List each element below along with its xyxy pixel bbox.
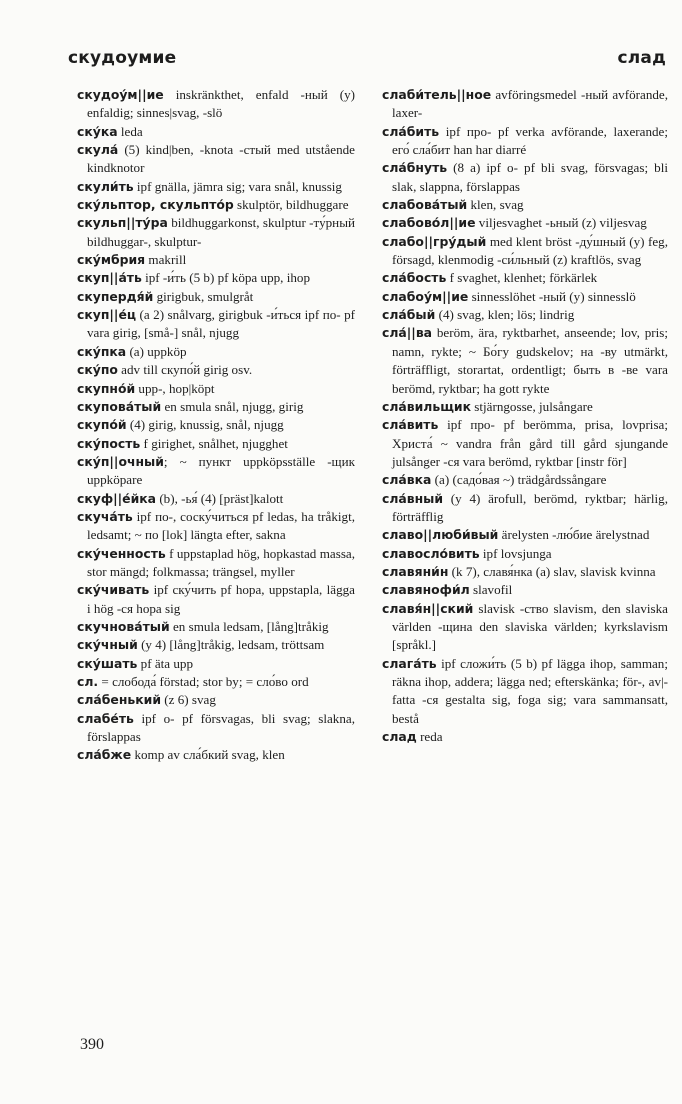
entry-definition: pf äta upp (137, 655, 194, 671)
entry-definition: f girighet, snålhet, njugghet (140, 435, 288, 451)
dictionary-entry (77, 581, 355, 618)
entry-headword: славо||люби́вый (382, 527, 499, 543)
page-number: 390 (80, 1036, 104, 1053)
dictionary-entry (77, 380, 355, 398)
entry-definition: avföringsmedel -ный avförande, laxer- (392, 87, 668, 121)
dictionary-entry (382, 545, 668, 563)
entry-headword: сла́бнуть (382, 160, 448, 176)
entry-definition: (у 4) ärofull, berömd, ryktbar; härlig, förträfflig (392, 490, 668, 524)
entry-headword: сл. (77, 674, 99, 689)
entry-definition: slavofil (469, 582, 513, 598)
entry-headword: славяни́н (382, 563, 449, 579)
entry-headword: сла́бенький (77, 692, 162, 708)
entry-definition: = слобода́ förstad; stor by; = сло́во ord (98, 674, 309, 689)
entry-definition: ipf gnälla, jämra sig; vara snål, knussig (133, 178, 342, 194)
entry-definition: f uppstaplad hög, hopkastad massa, stor mängd; folkmassa; trängsel, myller (87, 545, 355, 579)
entry-headword: сла́вить (382, 417, 439, 433)
entry-definition: ipf lovsjunga (479, 545, 552, 561)
dictionary-entry (382, 728, 668, 746)
right-column (382, 86, 668, 746)
dictionary-entry (382, 655, 668, 728)
entry-headword: сла́вильщик (382, 398, 472, 414)
entry-definition: ipf сложи́ть (5 b) pf lägga ihop, samman; räkna ihop, addera; lägga ned; efterskänka; för-, av|-fatta -ся gestalta sig, foga sig; vara sammansatt, bestå (392, 655, 668, 726)
dictionary-entry (382, 86, 668, 123)
running-head-right: слад (617, 48, 666, 68)
entry-headword: ску́чивать (77, 582, 150, 598)
entry-definition: beröm, ära, ryktbarhet, anseende; lov, pris; namn, rykte; ~ Бо́гу gudskelov; на -ву utmärkt, förträffligt, storartat, ordentligt; быть в -ве vara berömd, ryktbar; ha gott rykte (392, 325, 668, 396)
dictionary-entry (382, 471, 668, 489)
dictionary-entry (382, 269, 668, 287)
dictionary-entry (382, 288, 668, 306)
entry-headword: ску́по (77, 362, 118, 378)
entry-headword: ску́ка (77, 123, 118, 139)
entry-definition: (z 6) svag (161, 692, 216, 708)
entry-headword: сла́бить (382, 123, 440, 139)
entry-definition: ipf по-, соску́читься pf ledas, ha tråkigt, ledsamt; ~ по [lok] längta efter, sakna (87, 508, 355, 543)
entry-headword: скупо́й (77, 417, 127, 433)
entry-headword: слага́ть (382, 655, 437, 671)
entry-definition: (5) kind|ben, -knota -стый med utstående kindknotor (87, 142, 355, 176)
entry-definition: ipf ску́чить pf hopa, uppstapla, lägga i hög -ся hopa sig (87, 582, 355, 616)
dictionary-entry (77, 673, 355, 691)
entry-definition: ; ~ пункт uppköpsställe -щик uppköpare (87, 453, 355, 488)
entry-definition: en smula snål, njugg, girig (161, 398, 304, 414)
entry-headword: ску́шать (77, 655, 138, 671)
entry-definition: reda (416, 729, 443, 745)
entry-definition: ärelysten -лю́бие ärelystnad (498, 527, 650, 543)
entry-headword: слабова́тый (382, 197, 468, 213)
dictionary-entry (77, 86, 355, 123)
dictionary-entry (382, 600, 668, 655)
entry-definition: girigbuk, smulgråt (153, 288, 254, 304)
entry-headword: сла́вка (382, 472, 432, 488)
dictionary-entry (382, 123, 668, 160)
entry-headword: ску́чный (77, 637, 138, 653)
running-head-left: скудоумие (68, 48, 177, 68)
dictionary-entry (77, 361, 355, 379)
entry-headword: скуп||е́ц (77, 307, 137, 323)
entry-definition: klen, svag (467, 197, 524, 213)
dictionary-entry (77, 618, 355, 636)
entry-headword: слад (382, 729, 417, 745)
dictionary-entry (77, 269, 355, 287)
entry-definition: (8 a) ipf о- pf bli svag, försvagas; bli slak, slappna, förslappas (392, 160, 668, 194)
entry-definition: (4) girig, knussig, snål, njugg (126, 417, 284, 433)
dictionary-entry (77, 196, 355, 214)
entry-headword: сла́||ва (382, 325, 433, 341)
dictionary-entry (77, 343, 355, 361)
dictionary-entry (382, 581, 668, 599)
entry-definition: inskränkthet, enfald -ный (у) enfaldig; sinnes|svag, -slö (87, 87, 355, 121)
entry-headword: скуп||а́ть (77, 270, 142, 286)
entry-headword: сла́бый (382, 307, 436, 323)
entry-definition: ipf -и́ть (5 b) pf köpa upp, ihop (141, 270, 310, 286)
entry-headword: славосло́вить (382, 545, 480, 561)
entry-headword: скупно́й (77, 380, 136, 396)
entry-headword: слабово́л||ие (382, 215, 476, 231)
dictionary-entry (382, 526, 668, 544)
dictionary-entry (77, 251, 355, 269)
entry-definition: ipf о- pf försvagas, bli svag; slakna, förslappas (87, 710, 355, 745)
dictionary-entry (77, 306, 355, 343)
entry-headword: скупова́тый (77, 398, 162, 414)
dictionary-entry (77, 453, 355, 490)
entry-headword: скуф||е́йка (77, 490, 157, 506)
entry-headword: скучнова́тый (77, 618, 170, 634)
dictionary-entry (382, 196, 668, 214)
entry-definition: bildhuggarkonst, skulptur -ту́рный bildhuggar-, skulptur- (87, 215, 355, 249)
dictionary-entry (77, 746, 355, 764)
entry-definition: viljesvaghet -ьный (z) viljesvag (475, 215, 647, 231)
entry-headword: ску́пость (77, 435, 141, 451)
dictionary-entry (382, 563, 668, 581)
entry-definition: (4) svag, klen; lös; lindrig (435, 307, 575, 323)
dictionary-entry (382, 233, 668, 270)
entry-definition: (a 2) snålvarg, girigbuk -и́ться ipf по- pf vara girig, [små-] snål, njugg (87, 307, 355, 341)
entry-headword: слабоу́м||ие (382, 288, 469, 304)
entry-headword: слабе́ть (77, 710, 134, 726)
entry-definition: adv till скупо́й girig osv. (117, 362, 253, 378)
entry-headword: слабо||гру́дый (382, 233, 487, 249)
dictionary-entry (382, 490, 668, 527)
entry-definition: upp-, hop|köpt (135, 380, 215, 396)
dictionary-entry (77, 178, 355, 196)
entry-headword: ску́льптор, скульпто́р (77, 197, 234, 213)
left-column (77, 86, 355, 765)
entry-headword: ску́ченность (77, 545, 166, 561)
entry-definition: en smula ledsam, [lång]tråkig (169, 618, 329, 634)
dictionary-entry (382, 159, 668, 196)
entry-definition: ipf про- pf berömma, prisa, lovprisa; Христа́ ~ vandra från gård till gård sjungande julsånger -ся vara berömd, ryktbar [instr för] (392, 417, 668, 469)
dictionary-entry (77, 214, 355, 251)
entry-headword: скудоу́м||ие (77, 87, 164, 102)
entry-definition: makrill (145, 252, 187, 268)
dictionary-entry (382, 416, 668, 471)
entry-definition: skulptör, bildhuggare (233, 197, 349, 213)
entry-headword: слаби́тель||ное (382, 87, 492, 102)
dictionary-entry (77, 691, 355, 709)
entry-definition: (a) uppköp (126, 343, 187, 359)
entry-definition: sinnesslöhet -ный (у) sinnesslö (468, 288, 636, 304)
dictionary-entry (77, 710, 355, 747)
entry-headword: скули́ть (77, 178, 134, 194)
entry-headword: скуча́ть (77, 508, 133, 524)
entry-definition: ipf про- pf verka avförande, laxerande; его́ сла́бит han har diarré (392, 123, 668, 158)
entry-headword: сла́бость (382, 270, 447, 286)
dictionary-entry (77, 508, 355, 545)
entry-definition: (a) (садо́вая ~) trädgårdssångare (431, 472, 607, 488)
entry-definition: (k 7), славя́нка (a) slav, slavisk kvinna (448, 563, 656, 579)
dictionary-entry (77, 490, 355, 508)
dictionary-entry (77, 636, 355, 654)
entry-headword: ску́мбрия (77, 252, 146, 268)
entry-headword: ску́пка (77, 343, 127, 359)
entry-definition: f svaghet, klenhet; förkärlek (446, 270, 598, 286)
dictionary-entry (382, 398, 668, 416)
entry-definition: (b), -ья́ (4) [präst]kalott (156, 490, 284, 506)
dictionary-entry (77, 123, 355, 141)
dictionary-entry (382, 214, 668, 232)
entry-definition: (у 4) [lång]tråkig, ledsam, tröttsam (137, 637, 325, 653)
entry-definition: stjärngosse, julsångare (471, 398, 593, 414)
dictionary-entry (382, 306, 668, 324)
entry-headword: сла́бже (77, 747, 132, 763)
entry-definition: slavisk -ство slavism, den slaviska världen -щина den slaviska världen; kyrkslavism [språkl.] (392, 600, 668, 653)
entry-definition: med klent bröst -ду́шный (у) feg, försagd, klenmodig -си́льный (z) kraftlös, svag (392, 233, 668, 268)
dictionary-entry (77, 435, 355, 453)
dictionary-entry (77, 545, 355, 582)
entry-definition: leda (117, 123, 143, 139)
dictionary-entry (382, 324, 668, 397)
dictionary-entry (77, 141, 355, 178)
entry-headword: славянофи́л (382, 582, 470, 598)
entry-headword: славя́н||ский (382, 600, 474, 616)
dictionary-entry (77, 655, 355, 673)
entry-headword: ску́п||очный (77, 453, 164, 469)
dictionary-entry (77, 398, 355, 416)
entry-headword: скула́ (77, 142, 119, 158)
dictionary-entry (77, 416, 355, 434)
entry-headword: сла́вный (382, 490, 444, 506)
entry-headword: скупердя́й (77, 288, 154, 304)
dictionary-entry (77, 288, 355, 306)
entry-definition: komp av сла́бкий svag, klen (131, 747, 285, 763)
entry-headword: скульп||ту́ра (77, 215, 168, 231)
